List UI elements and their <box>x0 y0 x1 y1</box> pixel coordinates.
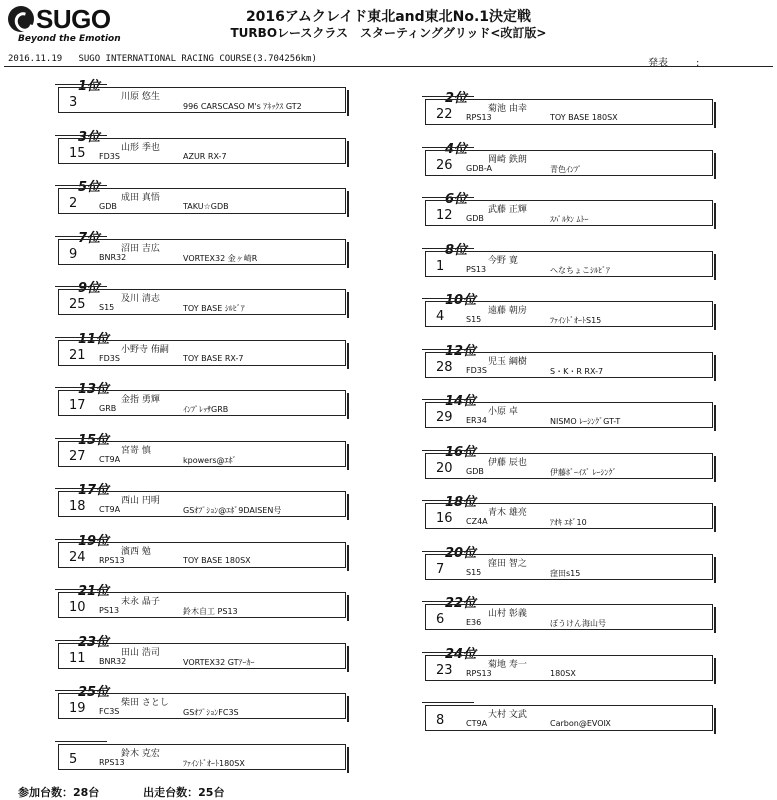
event-date: 2016.11.19 <box>8 54 63 64</box>
car-name: ｽﾊﾟﾙﾀﾝ ﾑﾄｰ <box>550 215 589 224</box>
car-name: TOY BASE RX-7 <box>183 353 244 363</box>
grid-position: 20位 <box>445 545 477 561</box>
driver-name: 鈴木 克宏 <box>121 748 160 759</box>
car-number: 1 <box>436 258 445 274</box>
car-model: BNR32 <box>99 656 127 666</box>
grid-position: 1位 <box>78 79 101 94</box>
grid-box <box>425 200 713 226</box>
driver-name: 田山 浩司 <box>121 647 160 658</box>
car-model: FD3S <box>99 353 120 363</box>
car-model: CT9A <box>99 505 121 514</box>
car-name: 青色ｲﾝﾌﾟ <box>550 164 582 174</box>
car-number: 6 <box>436 612 445 627</box>
car-number: 18 <box>69 499 86 514</box>
car-number: 29 <box>436 410 453 425</box>
grid-slot <box>425 542 715 592</box>
driver-name: 今野 寛 <box>488 255 518 266</box>
driver-name: 小原 卓 <box>488 407 518 417</box>
car-model: FD3S <box>466 365 487 375</box>
logo-tagline: Beyond the Emotion <box>18 34 121 44</box>
car-model: RPS13 <box>466 668 492 678</box>
grid-slot <box>58 681 348 731</box>
grid-box <box>425 554 713 580</box>
car-number: 15 <box>69 145 86 161</box>
grid-slot <box>425 491 715 541</box>
car-name: ｲﾝﾌﾟﾚｯｻGRB <box>183 405 229 414</box>
entries-count: 参加台数：28台 <box>18 786 100 799</box>
grid-box <box>58 87 346 113</box>
car-model: BNR32 <box>99 252 127 262</box>
driver-name: 沼田 吉広 <box>121 243 160 254</box>
grid-slot <box>425 289 715 339</box>
driver-name: 川原 悠生 <box>121 92 160 102</box>
grid-box <box>425 604 713 630</box>
car-number: 17 <box>69 398 86 413</box>
car-name: AZUR RX-7 <box>183 151 227 161</box>
grid-box <box>425 503 713 529</box>
grid-position: 13位 <box>78 382 110 397</box>
car-name: 鈴木自工 PS13 <box>183 607 238 616</box>
car-name: TOY BASE 180SX <box>183 555 251 565</box>
driver-name: 大村 文武 <box>488 710 527 720</box>
driver-name: 児玉 綱樹 <box>488 356 527 367</box>
grid-slot <box>425 441 715 491</box>
footer <box>18 784 264 800</box>
car-number: 22 <box>436 107 453 122</box>
grid-position: 17位 <box>78 483 110 498</box>
grid-slot <box>58 176 348 226</box>
grid-box <box>425 705 713 731</box>
header-rule <box>4 66 773 67</box>
driver-name: 山村 彰義 <box>488 609 527 619</box>
grid-slot <box>425 643 715 693</box>
car-model: ER34 <box>466 416 487 425</box>
car-number: 20 <box>436 460 453 476</box>
driver-name: 末永 晶子 <box>121 597 160 607</box>
grid-box <box>58 239 346 265</box>
grid-box <box>425 352 713 378</box>
grid-position: 5位 <box>78 180 101 195</box>
driver-name: 山形 季也 <box>121 142 160 153</box>
grid-position: 12位 <box>445 343 477 359</box>
grid-box <box>58 592 346 618</box>
driver-name: 小野寺 侑嗣 <box>121 344 169 355</box>
grid-position: 7位 <box>78 230 101 246</box>
grid-box <box>58 693 346 719</box>
grid-position: 23位 <box>78 634 110 650</box>
grid-position: 24位 <box>445 646 477 662</box>
driver-name: 宮嵜 慎 <box>121 445 151 456</box>
car-number: 7 <box>436 561 445 577</box>
driver-name: 窪田 智之 <box>488 558 527 569</box>
car-model: CZ4A <box>466 517 488 526</box>
car-model: PS13 <box>99 606 120 615</box>
car-name: ｱｵｷ ｴﾎﾞ10 <box>550 518 587 527</box>
car-model: GDB <box>466 466 484 476</box>
grid-position: 14位 <box>445 394 477 409</box>
driver-name: 菊地 寿一 <box>488 659 527 670</box>
car-name: 180SX <box>550 668 576 678</box>
grid-slot <box>425 592 715 642</box>
grid-box <box>425 150 713 176</box>
car-number: 28 <box>436 359 453 375</box>
grid-box <box>425 655 713 681</box>
grid-box <box>425 402 713 428</box>
grid-position: 9位 <box>78 281 101 296</box>
starters-count: 出走台数：25台 <box>143 786 225 799</box>
grid-slot <box>58 75 348 125</box>
grid-position: 25位 <box>78 685 110 700</box>
car-number: 16 <box>436 511 453 526</box>
car-name: TAKU☆GDB <box>183 202 229 211</box>
car-number: 9 <box>69 246 78 262</box>
car-number: 23 <box>436 662 453 678</box>
car-model: FD3S <box>99 151 120 161</box>
car-name: VORTEX32 金ヶ崎R <box>183 253 258 263</box>
grid-slot <box>58 328 348 378</box>
car-model: GDB <box>99 202 117 211</box>
car-model: RPS13 <box>99 555 125 565</box>
car-model: CT9A <box>466 719 488 728</box>
grid-slot <box>425 87 715 137</box>
car-model: RPS13 <box>466 113 492 122</box>
car-number: 26 <box>436 157 453 173</box>
document-subtitle: TURBOレースクラス スターティンググリッド<改訂版> <box>230 26 547 40</box>
car-number: 11 <box>69 650 86 666</box>
grid-box <box>58 542 346 568</box>
grid-box <box>58 643 346 669</box>
grid-position: 15位 <box>78 432 110 448</box>
course-name: SUGO INTERNATIONAL RACING COURSE(3.704256km) <box>78 54 317 64</box>
driver-name: 伊藤 辰也 <box>488 457 527 468</box>
car-name: ﾌｧｲﾝﾄﾞｵｰﾄS15 <box>550 316 602 325</box>
grid-slot <box>425 693 715 743</box>
grid-position: 4位 <box>445 141 468 157</box>
grid-slot <box>58 378 348 428</box>
car-model: GRB <box>99 404 117 413</box>
car-model: S15 <box>99 303 115 312</box>
announce-label: 発表 <box>648 58 668 69</box>
announce-separator: : <box>696 58 700 69</box>
car-name: GSｵﾌﾟｼｮﾝ@ｴﾎﾞ9DAISEN号 <box>183 506 282 515</box>
car-number: 8 <box>436 713 445 728</box>
car-name: S・K・R RX-7 <box>550 366 604 376</box>
driver-name: 青木 雄亮 <box>488 508 527 518</box>
car-model: S15 <box>466 315 482 324</box>
car-model: S15 <box>466 567 482 577</box>
grid-slot <box>58 429 348 479</box>
grid-slot <box>58 277 348 327</box>
driver-name: 武藤 正輝 <box>488 205 527 215</box>
grid-box <box>58 340 346 366</box>
car-name: VORTEX32 GTｱｰｶｰ <box>183 657 255 667</box>
car-name: NISMO ﾚｰｼﾝｸﾞGT-T <box>550 417 621 426</box>
car-name: GSｵﾌﾟｼｮﾝFC3S <box>183 708 239 717</box>
car-model: FC3S <box>99 707 120 716</box>
grid-position: 6位 <box>445 192 468 207</box>
driver-name: 菊池 由幸 <box>488 104 527 114</box>
car-number: 3 <box>69 95 78 110</box>
grid-slot <box>425 340 715 390</box>
grid-position: 11位 <box>78 331 110 347</box>
driver-name: 成田 真悟 <box>121 193 160 203</box>
car-number: 24 <box>69 549 86 565</box>
driver-name: 遠藤 朝房 <box>488 306 527 316</box>
grid-position: 19位 <box>78 533 110 549</box>
car-number: 5 <box>69 751 78 767</box>
car-name: 996 CARSCASO M's ｱﾈｯｸｽ GT2 <box>183 102 302 111</box>
grid-slot <box>58 227 348 277</box>
grid-box <box>425 251 713 277</box>
car-name: TOY BASE ｼﾙﾋﾞｱ <box>183 304 245 313</box>
car-name: 伊藤ﾎﾞｰｲｽﾞ ﾚｰｼﾝｸﾞ <box>550 467 617 477</box>
grid-box <box>58 441 346 467</box>
document-title: 2016アムクレイド東北and東北No.1決定戦 <box>245 9 532 25</box>
grid-slot <box>425 138 715 188</box>
grid-position: 2位 <box>445 91 468 106</box>
car-number: 21 <box>69 347 86 363</box>
grid-position: 18位 <box>445 495 477 510</box>
grid-slot <box>425 390 715 440</box>
driver-name: 及川 清志 <box>121 294 160 304</box>
car-name: ﾌｧｲﾝﾄﾞｵｰﾄ180SX <box>183 758 245 768</box>
grid-position: 21位 <box>78 584 110 599</box>
car-model: PS13 <box>466 264 487 274</box>
car-name: へなちょこｼﾙﾋﾞｱ <box>550 265 610 275</box>
grid-slot <box>58 479 348 529</box>
grid-position: 8位 <box>445 242 468 258</box>
grid-slot <box>58 126 348 176</box>
car-model: CT9A <box>99 454 121 464</box>
driver-name: 西山 円明 <box>121 496 160 506</box>
grid-box <box>58 289 346 315</box>
date-course-line <box>8 54 317 64</box>
grid-slot <box>58 631 348 681</box>
driver-name: 金指 勇輝 <box>121 395 160 405</box>
grid-slot <box>58 580 348 630</box>
driver-name: 柴田 さとし <box>121 698 169 708</box>
logo-text: SUGO <box>36 4 111 34</box>
car-model: GDB-A <box>466 163 493 173</box>
grid-box <box>425 453 713 479</box>
car-name: kpowers@ｴﾎﾞ <box>183 455 237 465</box>
grid-slot <box>425 188 715 238</box>
car-model: GDB <box>466 214 484 223</box>
grid-box <box>58 491 346 517</box>
grid-box <box>425 99 713 125</box>
driver-name: 岡崎 鉄朗 <box>488 154 527 165</box>
car-name: TOY BASE 180SX <box>550 113 618 122</box>
car-name: ぼうけん海山号 <box>550 619 606 628</box>
grid-slot <box>58 732 348 782</box>
grid-slot <box>58 530 348 580</box>
grid-position: 3位 <box>78 129 101 145</box>
car-name: 窪田s15 <box>550 568 581 578</box>
grid-box <box>58 188 346 214</box>
car-number: 19 <box>69 701 86 716</box>
grid-slot <box>425 239 715 289</box>
car-number: 10 <box>69 600 86 615</box>
car-number: 2 <box>69 196 78 211</box>
car-name: Carbon@EVOⅨ <box>550 719 611 728</box>
grid-position: 16位 <box>445 444 477 460</box>
car-number: 25 <box>69 297 86 312</box>
car-number: 4 <box>436 309 445 324</box>
grid-position: 10位 <box>445 293 477 308</box>
car-model: E36 <box>466 618 482 627</box>
car-model: RPS13 <box>99 757 125 767</box>
grid-position: 22位 <box>445 596 477 611</box>
grid-box <box>58 138 346 164</box>
grid-box <box>58 390 346 416</box>
car-number: 12 <box>436 208 453 223</box>
driver-name: 濱西 勉 <box>121 546 151 557</box>
car-number: 27 <box>69 448 86 464</box>
grid-box <box>58 744 346 770</box>
grid-box <box>425 301 713 327</box>
